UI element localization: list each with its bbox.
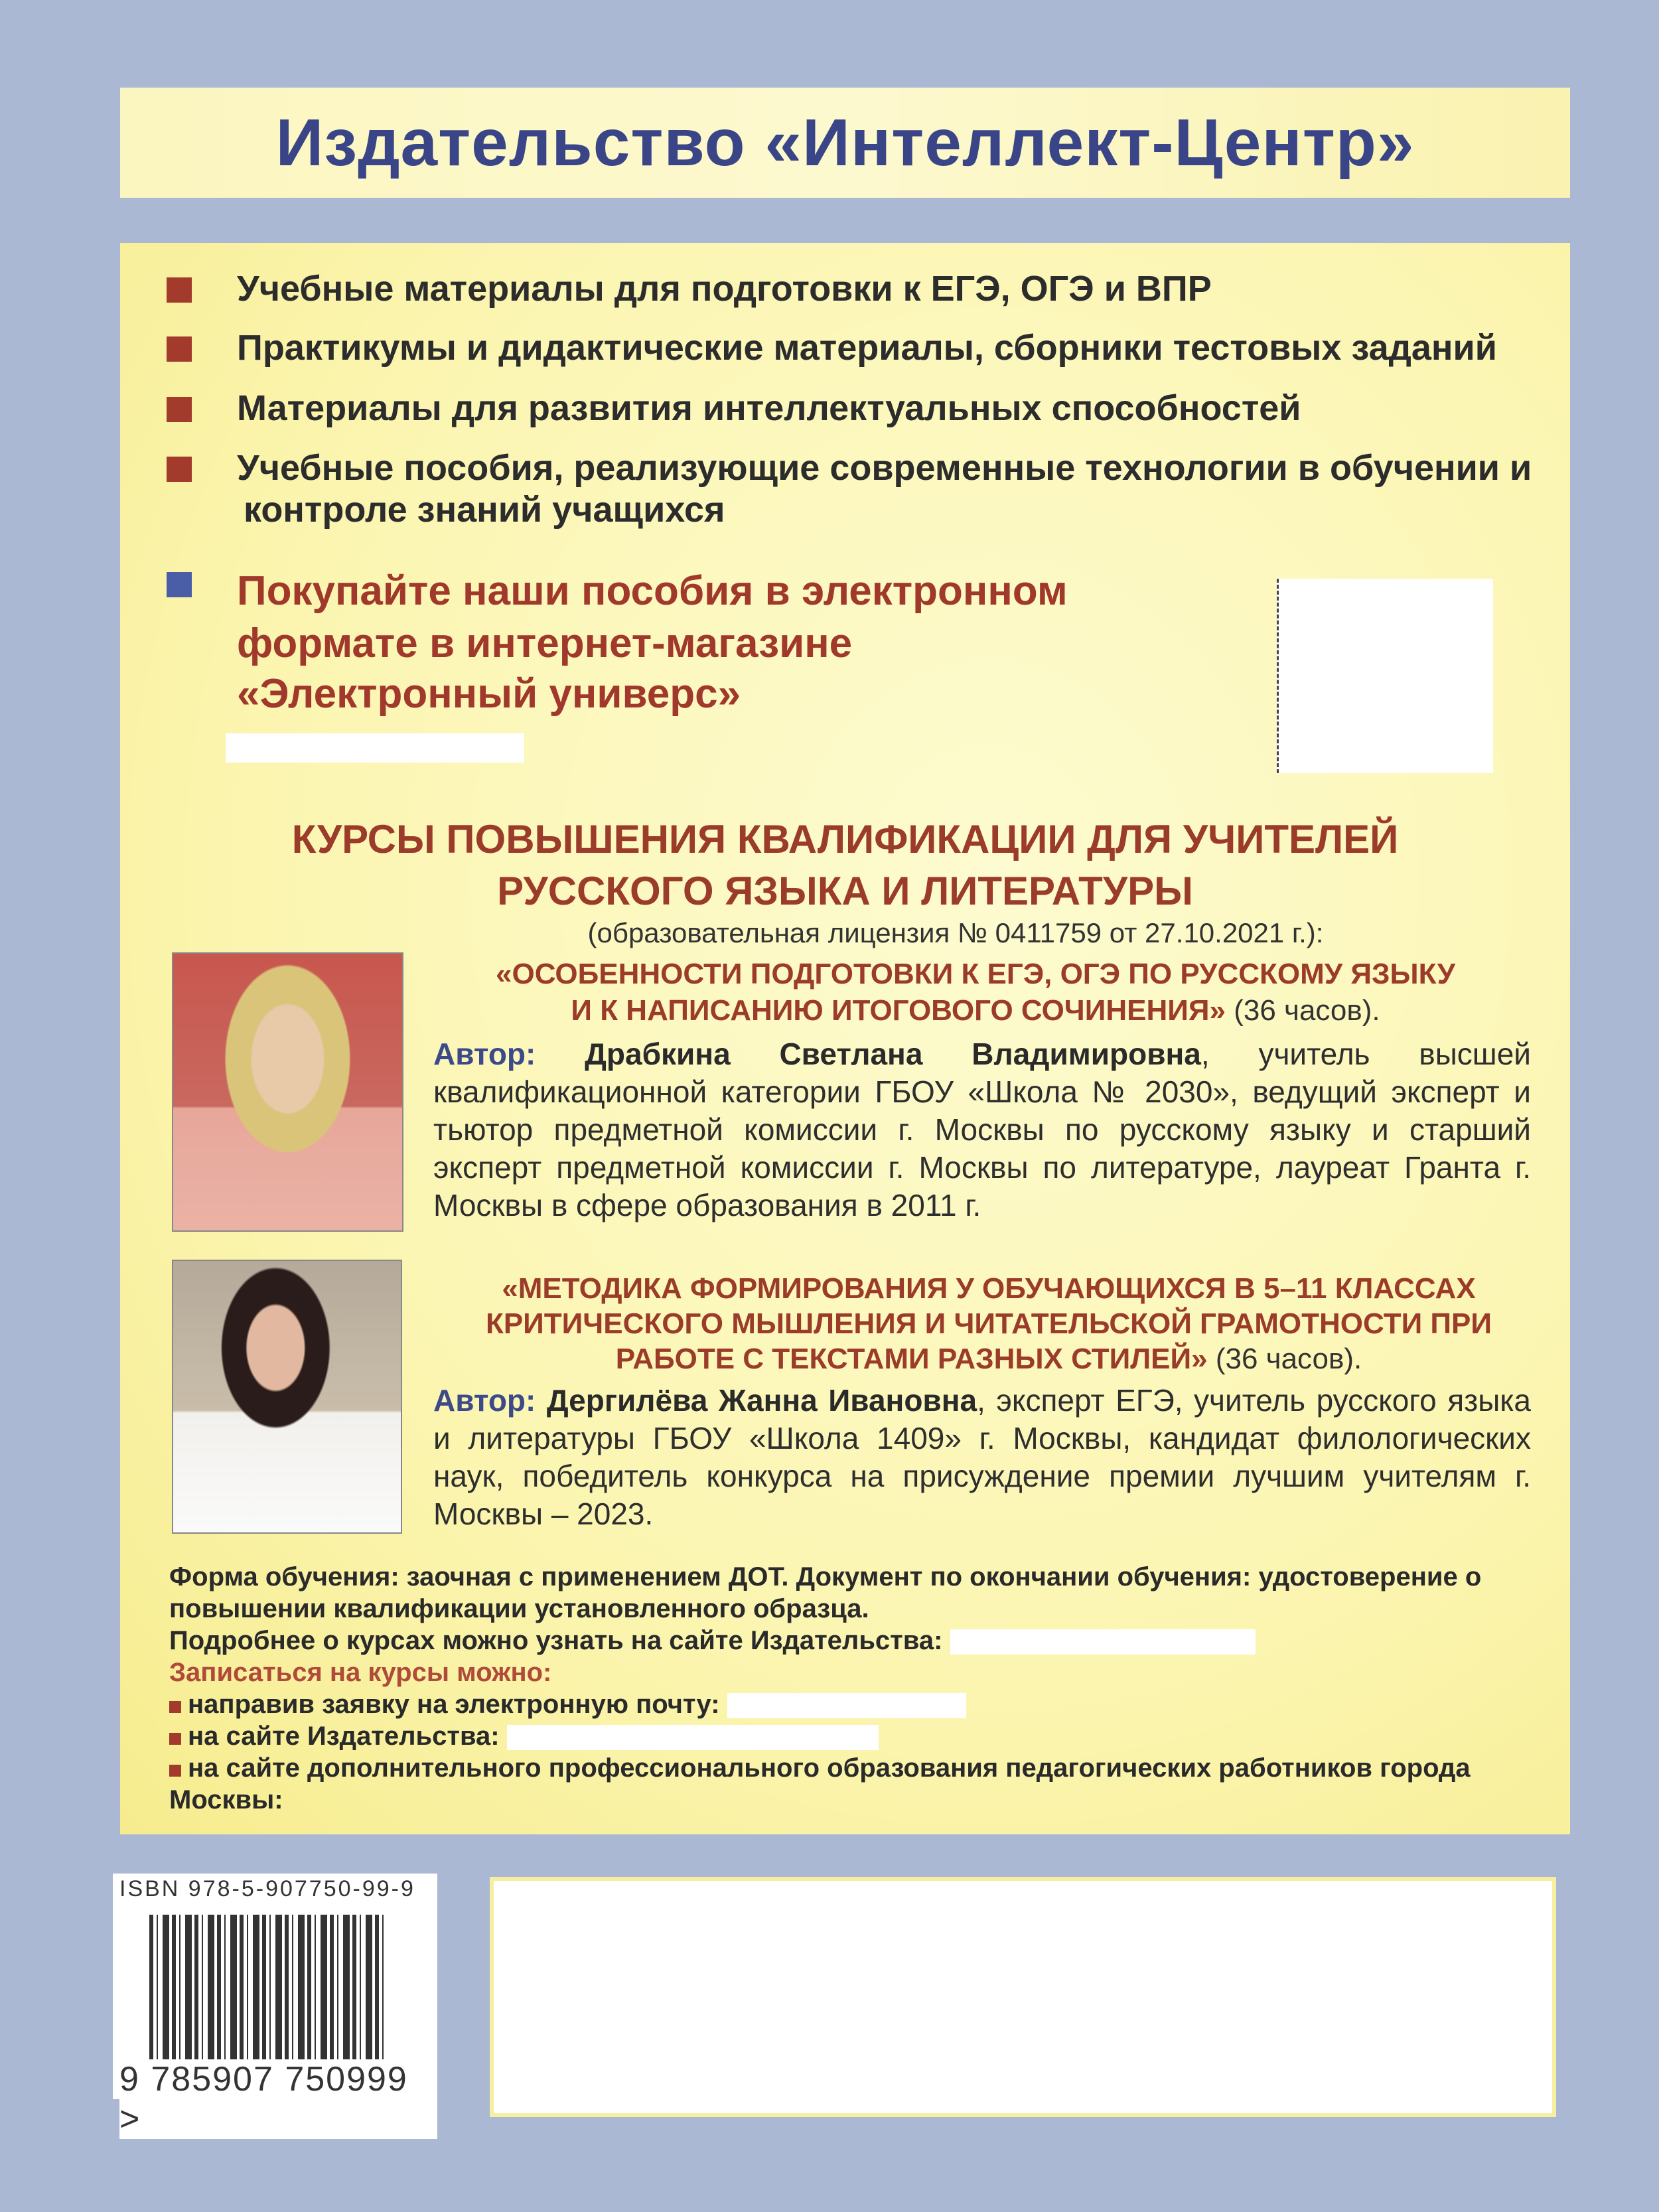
author-bio: Автор: Дергилёва Жанна Ивановна, эксперт ЕГЭ, учитель русского языка и литературы ГБОУ «Школа 1409» г. Москвы, кандидат филологических наук, победитель конкурса на присуждение премии лучшим учителям г. Москвы – 2023.: [433, 1383, 1532, 1531]
signup-way: на сайте дополнительного профессионального образования педагогических работников города Москвы:: [169, 1753, 1471, 1814]
courses-heading: КУРСЫ ПОВЫШЕНИЯ КВАЛИФИКАЦИИ ДЛЯ УЧИТЕЛЕЙ: [291, 817, 1399, 861]
publisher-title: Издательство «Интеллект-Центр»: [275, 105, 1415, 180]
bullet-item: Учебные материалы для подготовки к ЕГЭ, ОГЭ и ВПР: [237, 269, 1212, 309]
bullet-icon: [167, 336, 192, 362]
course-title: «МЕТОДИКА ФОРМИРОВАНИЯ У ОБУЧАЮЩИХСЯ В 5–11 КЛАССАХ: [502, 1272, 1476, 1305]
redacted-url: [950, 1629, 1256, 1655]
isbn-label: ISBN 978-5-907750-99-9: [119, 1876, 415, 1901]
promo-line: формате в интернет-магазине: [237, 621, 853, 666]
redacted-qr-code: [1277, 579, 1493, 773]
redacted-email: [727, 1693, 966, 1718]
blue-bullet-icon: [167, 572, 192, 597]
barcode-bars: [149, 1915, 388, 2071]
signup-way: на сайте Издательства:: [169, 1720, 1530, 1752]
course-hours: (36 часов).: [1234, 994, 1380, 1027]
study-form: Форма обучения: заочная с применением ДОТ. Документ по окончании обучения: удостоверение о повышении квалификации установленного образца.: [169, 1562, 1482, 1623]
promo-line: Покупайте наши пособия в электронном: [237, 568, 1068, 614]
author-photo-dergileva: [172, 1260, 402, 1534]
bullet-item-continued: контроле знаний учащихся: [244, 490, 725, 530]
course-hours: (36 часов).: [1215, 1343, 1362, 1375]
bullet-icon: [167, 457, 192, 482]
redacted-url: [507, 1725, 879, 1750]
promo-line: «Электронный универс»: [237, 671, 741, 717]
isbn-barcode: [113, 1874, 437, 2138]
courses-heading: РУССКОГО ЯЗЫКА И ЛИТЕРАТУРЫ: [497, 869, 1193, 913]
barcode-digits: 9 785907 750999 >: [119, 2059, 437, 2139]
course-title: И К НАПИСАНИЮ ИТОГОВОГО СОЧИНЕНИЯ» (36 часов).: [571, 994, 1380, 1027]
redacted-link: [226, 733, 524, 763]
publisher-banner: [120, 88, 1570, 198]
redacted-sticker-area: [490, 1877, 1556, 2117]
course-title: РАБОТЕ С ТЕКСТАМИ РАЗНЫХ СТИЛЕЙ» (36 часов).: [615, 1343, 1362, 1375]
author-bio: Автор: Драбкина Светлана Владимировна, учитель высшей квалификационной категории ГБОУ «Школа № 2030», ведущий эксперт и тьютор предметной комиссии г. Москвы по русскому языку и старший эксперт предметной комиссии г. Москвы по литературе, лауреат Гранта г. Москвы в сфере образования в 2011 г.: [433, 1037, 1531, 1222]
signup-way: направив заявку на электронную почту:: [169, 1688, 1530, 1720]
more-info: Подробнее о курсах можно узнать на сайте Издательства:: [169, 1625, 1530, 1657]
course-title: КРИТИЧЕСКОГО МЫШЛЕНИЯ И ЧИТАТЕЛЬСКОЙ ГРАМОТНОСТИ ПРИ: [485, 1307, 1492, 1340]
bullet-icon: [167, 397, 192, 422]
license-text: (образовательная лицензия № 0411759 от 27.10.2021 г.):: [587, 917, 1324, 948]
course-title: «ОСОБЕННОСТИ ПОДГОТОВКИ К ЕГЭ, ОГЭ ПО РУССКОМУ ЯЗЫКУ: [496, 958, 1455, 990]
bullet-icon: [167, 277, 192, 303]
signup-heading: Записаться на курсы можно:: [169, 1658, 552, 1687]
author-photo-drabkina: [172, 952, 403, 1232]
bullet-item: Учебные пособия, реализующие современные технологии в обучении и: [237, 448, 1532, 488]
footer-info: [169, 1561, 1530, 1816]
bullet-item: Материалы для развития интеллектуальных способностей: [237, 388, 1301, 428]
bullet-item: Практикумы и дидактические материалы, сборники тестовых заданий: [237, 328, 1497, 368]
